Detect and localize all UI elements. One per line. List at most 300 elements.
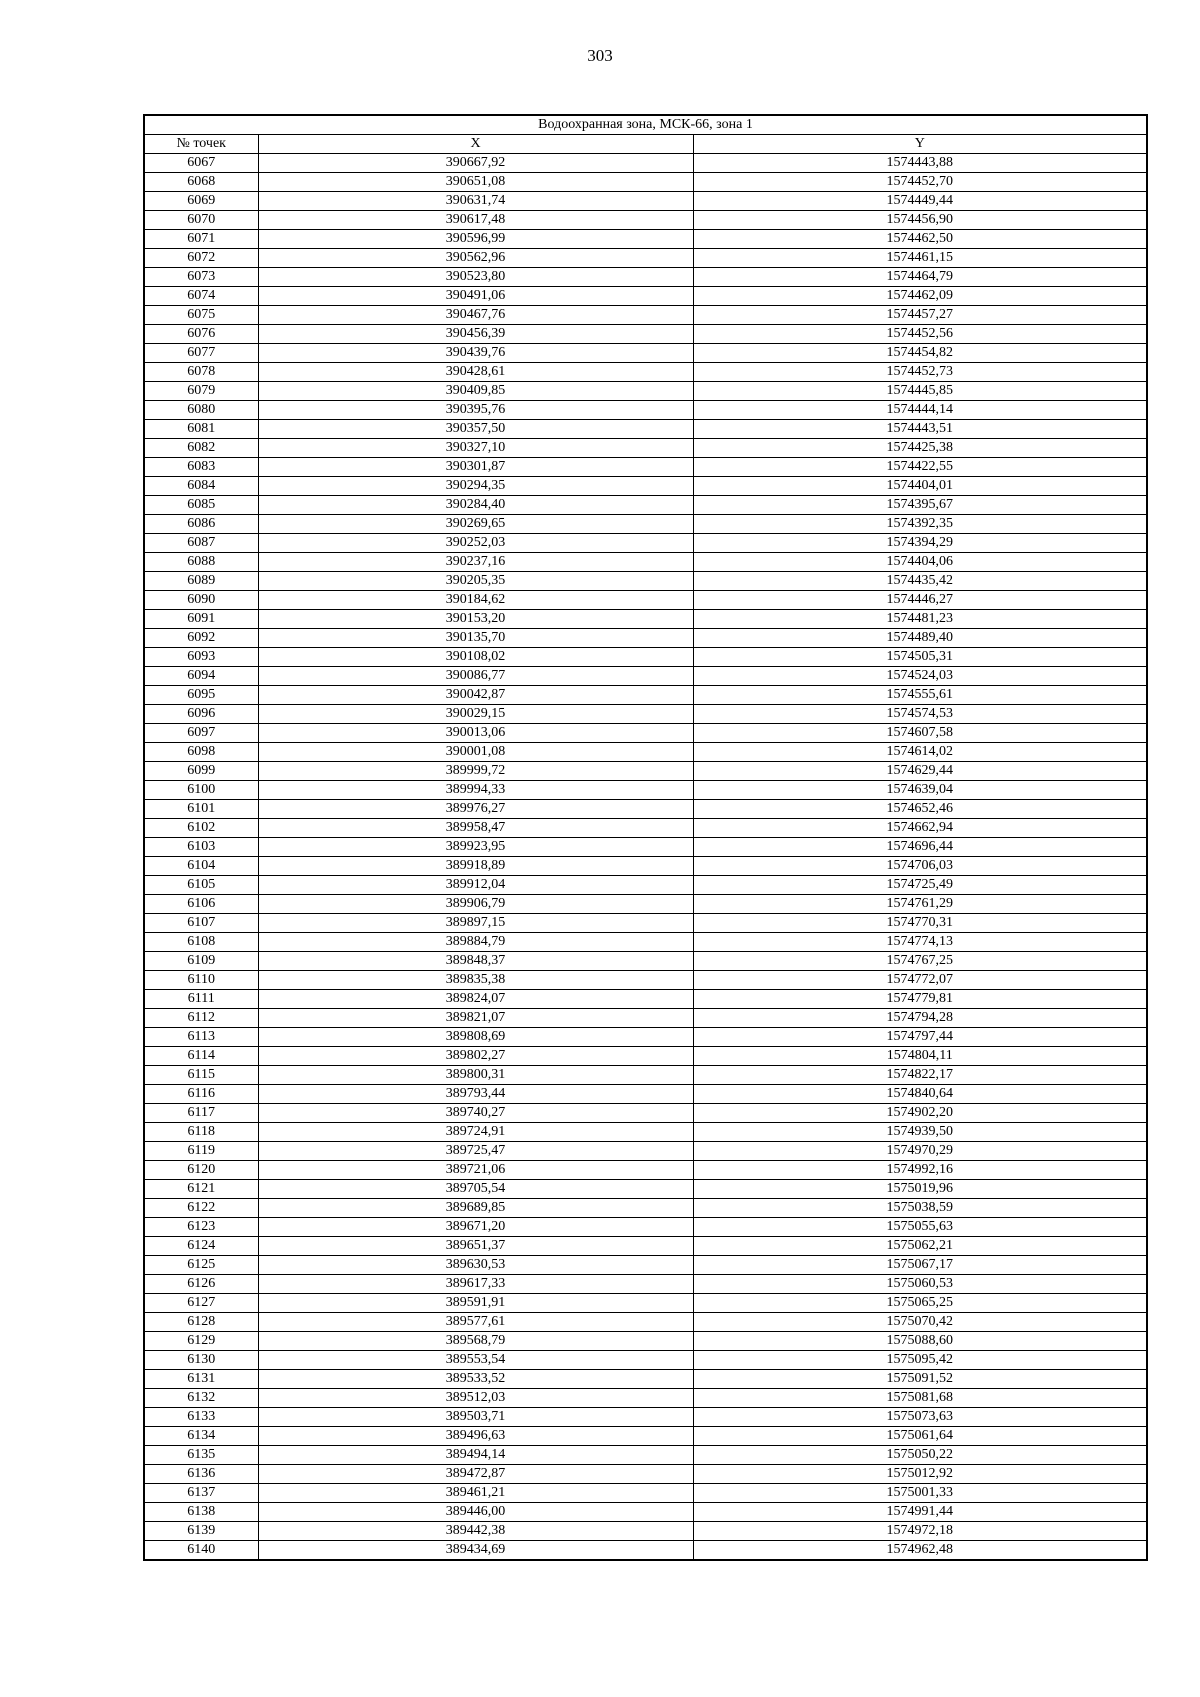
cell-x: 389512,03 bbox=[258, 1389, 693, 1408]
cell-y: 1574446,27 bbox=[693, 591, 1147, 610]
cell-point-number: 6122 bbox=[144, 1199, 258, 1218]
cell-y: 1574524,03 bbox=[693, 667, 1147, 686]
cell-point-number: 6073 bbox=[144, 268, 258, 287]
table-row bbox=[144, 971, 1147, 990]
cell-point-number: 6130 bbox=[144, 1351, 258, 1370]
page-number: 303 bbox=[587, 46, 613, 65]
cell-x: 389533,52 bbox=[258, 1370, 693, 1389]
cell-y: 1574972,18 bbox=[693, 1522, 1147, 1541]
cell-y: 1574607,58 bbox=[693, 724, 1147, 743]
cell-x: 390042,87 bbox=[258, 686, 693, 705]
cell-point-number: 6080 bbox=[144, 401, 258, 420]
coordinates-table bbox=[143, 114, 1148, 1561]
table-row bbox=[144, 895, 1147, 914]
cell-x: 390395,76 bbox=[258, 401, 693, 420]
table-row bbox=[144, 1275, 1147, 1294]
cell-x: 389472,87 bbox=[258, 1465, 693, 1484]
cell-y: 1574639,04 bbox=[693, 781, 1147, 800]
cell-x: 389671,20 bbox=[258, 1218, 693, 1237]
cell-y: 1574614,02 bbox=[693, 743, 1147, 762]
cell-point-number: 6087 bbox=[144, 534, 258, 553]
cell-y: 1574456,90 bbox=[693, 211, 1147, 230]
cell-y: 1574395,67 bbox=[693, 496, 1147, 515]
table-row bbox=[144, 230, 1147, 249]
table-row bbox=[144, 1408, 1147, 1427]
table-row bbox=[144, 1161, 1147, 1180]
cell-point-number: 6106 bbox=[144, 895, 258, 914]
table-row bbox=[144, 1199, 1147, 1218]
cell-y: 1574445,85 bbox=[693, 382, 1147, 401]
cell-y: 1574452,56 bbox=[693, 325, 1147, 344]
cell-point-number: 6113 bbox=[144, 1028, 258, 1047]
cell-y: 1575065,25 bbox=[693, 1294, 1147, 1313]
cell-x: 389994,33 bbox=[258, 781, 693, 800]
cell-y: 1575081,68 bbox=[693, 1389, 1147, 1408]
cell-point-number: 6071 bbox=[144, 230, 258, 249]
cell-point-number: 6115 bbox=[144, 1066, 258, 1085]
cell-x: 390252,03 bbox=[258, 534, 693, 553]
cell-y: 1574462,09 bbox=[693, 287, 1147, 306]
cell-point-number: 6088 bbox=[144, 553, 258, 572]
table-row bbox=[144, 496, 1147, 515]
cell-x: 389496,63 bbox=[258, 1427, 693, 1446]
cell-x: 389906,79 bbox=[258, 895, 693, 914]
cell-x: 389434,69 bbox=[258, 1541, 693, 1561]
table-row bbox=[144, 591, 1147, 610]
cell-point-number: 6129 bbox=[144, 1332, 258, 1351]
cell-y: 1575091,52 bbox=[693, 1370, 1147, 1389]
cell-point-number: 6103 bbox=[144, 838, 258, 857]
cell-x: 390086,77 bbox=[258, 667, 693, 686]
cell-x: 390651,08 bbox=[258, 173, 693, 192]
cell-y: 1574444,14 bbox=[693, 401, 1147, 420]
cell-point-number: 6093 bbox=[144, 648, 258, 667]
cell-x: 390301,87 bbox=[258, 458, 693, 477]
table-row bbox=[144, 1332, 1147, 1351]
cell-x: 390013,06 bbox=[258, 724, 693, 743]
cell-point-number: 6117 bbox=[144, 1104, 258, 1123]
table-row bbox=[144, 211, 1147, 230]
cell-x: 390184,62 bbox=[258, 591, 693, 610]
cell-point-number: 6120 bbox=[144, 1161, 258, 1180]
cell-y: 1574822,17 bbox=[693, 1066, 1147, 1085]
cell-point-number: 6092 bbox=[144, 629, 258, 648]
cell-x: 389705,54 bbox=[258, 1180, 693, 1199]
cell-y: 1574774,13 bbox=[693, 933, 1147, 952]
cell-point-number: 6086 bbox=[144, 515, 258, 534]
cell-x: 389999,72 bbox=[258, 762, 693, 781]
cell-point-number: 6110 bbox=[144, 971, 258, 990]
cell-point-number: 6083 bbox=[144, 458, 258, 477]
cell-x: 389494,14 bbox=[258, 1446, 693, 1465]
cell-y: 1574770,31 bbox=[693, 914, 1147, 933]
cell-y: 1574452,73 bbox=[693, 363, 1147, 382]
table-row bbox=[144, 1313, 1147, 1332]
cell-x: 389721,06 bbox=[258, 1161, 693, 1180]
cell-x: 389802,27 bbox=[258, 1047, 693, 1066]
cell-y: 1574662,94 bbox=[693, 819, 1147, 838]
cell-point-number: 6128 bbox=[144, 1313, 258, 1332]
table-row bbox=[144, 724, 1147, 743]
cell-x: 389821,07 bbox=[258, 1009, 693, 1028]
table-header-row bbox=[144, 135, 1147, 154]
cell-point-number: 6104 bbox=[144, 857, 258, 876]
cell-x: 389835,38 bbox=[258, 971, 693, 990]
table-row bbox=[144, 401, 1147, 420]
cell-x: 389442,38 bbox=[258, 1522, 693, 1541]
cell-point-number: 6091 bbox=[144, 610, 258, 629]
cell-x: 389617,33 bbox=[258, 1275, 693, 1294]
table-row bbox=[144, 1256, 1147, 1275]
cell-point-number: 6105 bbox=[144, 876, 258, 895]
cell-point-number: 6079 bbox=[144, 382, 258, 401]
table-row bbox=[144, 173, 1147, 192]
cell-x: 390269,65 bbox=[258, 515, 693, 534]
cell-x: 389912,04 bbox=[258, 876, 693, 895]
table-row bbox=[144, 1104, 1147, 1123]
table-row bbox=[144, 610, 1147, 629]
cell-point-number: 6123 bbox=[144, 1218, 258, 1237]
cell-y: 1574840,64 bbox=[693, 1085, 1147, 1104]
table-body bbox=[144, 154, 1147, 1561]
cell-y: 1574794,28 bbox=[693, 1009, 1147, 1028]
cell-y: 1574443,88 bbox=[693, 154, 1147, 173]
table-row bbox=[144, 743, 1147, 762]
table-row bbox=[144, 1218, 1147, 1237]
cell-y: 1574443,51 bbox=[693, 420, 1147, 439]
table-row bbox=[144, 1465, 1147, 1484]
cell-point-number: 6132 bbox=[144, 1389, 258, 1408]
cell-x: 390596,99 bbox=[258, 230, 693, 249]
cell-y: 1574772,07 bbox=[693, 971, 1147, 990]
table-row bbox=[144, 306, 1147, 325]
cell-x: 389958,47 bbox=[258, 819, 693, 838]
cell-point-number: 6076 bbox=[144, 325, 258, 344]
cell-x: 389923,95 bbox=[258, 838, 693, 857]
cell-y: 1574767,25 bbox=[693, 952, 1147, 971]
cell-x: 390409,85 bbox=[258, 382, 693, 401]
table-row bbox=[144, 420, 1147, 439]
table-row bbox=[144, 914, 1147, 933]
cell-x: 390562,96 bbox=[258, 249, 693, 268]
table-row bbox=[144, 1541, 1147, 1561]
cell-y: 1574404,01 bbox=[693, 477, 1147, 496]
table-row bbox=[144, 762, 1147, 781]
cell-y: 1575038,59 bbox=[693, 1199, 1147, 1218]
cell-point-number: 6109 bbox=[144, 952, 258, 971]
table-row bbox=[144, 800, 1147, 819]
cell-x: 390456,39 bbox=[258, 325, 693, 344]
cell-y: 1574462,50 bbox=[693, 230, 1147, 249]
table-row bbox=[144, 705, 1147, 724]
cell-x: 389800,31 bbox=[258, 1066, 693, 1085]
cell-x: 390491,06 bbox=[258, 287, 693, 306]
cell-x: 390467,76 bbox=[258, 306, 693, 325]
cell-x: 389724,91 bbox=[258, 1123, 693, 1142]
cell-y: 1575073,63 bbox=[693, 1408, 1147, 1427]
cell-y: 1574464,79 bbox=[693, 268, 1147, 287]
cell-point-number: 6068 bbox=[144, 173, 258, 192]
cell-x: 389568,79 bbox=[258, 1332, 693, 1351]
cell-x: 390428,61 bbox=[258, 363, 693, 382]
cell-y: 1574489,40 bbox=[693, 629, 1147, 648]
table-row bbox=[144, 154, 1147, 173]
cell-point-number: 6075 bbox=[144, 306, 258, 325]
cell-y: 1575061,64 bbox=[693, 1427, 1147, 1446]
cell-point-number: 6139 bbox=[144, 1522, 258, 1541]
cell-point-number: 6126 bbox=[144, 1275, 258, 1294]
table-row bbox=[144, 629, 1147, 648]
table-row bbox=[144, 990, 1147, 1009]
table-row bbox=[144, 1522, 1147, 1541]
cell-x: 389824,07 bbox=[258, 990, 693, 1009]
cell-y: 1574449,44 bbox=[693, 192, 1147, 211]
cell-point-number: 6067 bbox=[144, 154, 258, 173]
cell-point-number: 6102 bbox=[144, 819, 258, 838]
table-row bbox=[144, 648, 1147, 667]
table-row bbox=[144, 1484, 1147, 1503]
cell-x: 389976,27 bbox=[258, 800, 693, 819]
cell-point-number: 6121 bbox=[144, 1180, 258, 1199]
cell-point-number: 6090 bbox=[144, 591, 258, 610]
cell-y: 1574652,46 bbox=[693, 800, 1147, 819]
table-row bbox=[144, 1028, 1147, 1047]
cell-x: 390523,80 bbox=[258, 268, 693, 287]
cell-x: 389630,53 bbox=[258, 1256, 693, 1275]
cell-x: 389577,61 bbox=[258, 1313, 693, 1332]
table-row bbox=[144, 686, 1147, 705]
cell-x: 390237,16 bbox=[258, 553, 693, 572]
table-row bbox=[144, 458, 1147, 477]
cell-point-number: 6138 bbox=[144, 1503, 258, 1522]
cell-y: 1575062,21 bbox=[693, 1237, 1147, 1256]
cell-point-number: 6108 bbox=[144, 933, 258, 952]
cell-x: 389461,21 bbox=[258, 1484, 693, 1503]
cell-x: 389689,85 bbox=[258, 1199, 693, 1218]
cell-y: 1574435,42 bbox=[693, 572, 1147, 591]
table-row bbox=[144, 344, 1147, 363]
cell-point-number: 6078 bbox=[144, 363, 258, 382]
table-row bbox=[144, 1294, 1147, 1313]
cell-y: 1575001,33 bbox=[693, 1484, 1147, 1503]
cell-point-number: 6096 bbox=[144, 705, 258, 724]
cell-point-number: 6074 bbox=[144, 287, 258, 306]
table-row bbox=[144, 1237, 1147, 1256]
table-row bbox=[144, 1446, 1147, 1465]
cell-point-number: 6099 bbox=[144, 762, 258, 781]
cell-point-number: 6124 bbox=[144, 1237, 258, 1256]
cell-point-number: 6084 bbox=[144, 477, 258, 496]
table-row bbox=[144, 952, 1147, 971]
column-header-point-number: № точек bbox=[144, 135, 258, 154]
cell-point-number: 6111 bbox=[144, 990, 258, 1009]
table-row bbox=[144, 1389, 1147, 1408]
column-header-y: Y bbox=[693, 135, 1147, 154]
cell-y: 1575019,96 bbox=[693, 1180, 1147, 1199]
cell-point-number: 6081 bbox=[144, 420, 258, 439]
cell-y: 1574761,29 bbox=[693, 895, 1147, 914]
cell-point-number: 6134 bbox=[144, 1427, 258, 1446]
cell-y: 1574505,31 bbox=[693, 648, 1147, 667]
table-row bbox=[144, 1503, 1147, 1522]
table-row bbox=[144, 857, 1147, 876]
table-row bbox=[144, 1142, 1147, 1161]
cell-y: 1574392,35 bbox=[693, 515, 1147, 534]
cell-x: 390205,35 bbox=[258, 572, 693, 591]
cell-y: 1574991,44 bbox=[693, 1503, 1147, 1522]
cell-x: 389897,15 bbox=[258, 914, 693, 933]
cell-point-number: 6070 bbox=[144, 211, 258, 230]
cell-point-number: 6135 bbox=[144, 1446, 258, 1465]
cell-y: 1574992,16 bbox=[693, 1161, 1147, 1180]
table-row bbox=[144, 876, 1147, 895]
table-row bbox=[144, 1047, 1147, 1066]
cell-x: 390439,76 bbox=[258, 344, 693, 363]
table-row bbox=[144, 781, 1147, 800]
cell-y: 1575012,92 bbox=[693, 1465, 1147, 1484]
cell-point-number: 6100 bbox=[144, 781, 258, 800]
table-row bbox=[144, 1123, 1147, 1142]
cell-point-number: 6098 bbox=[144, 743, 258, 762]
cell-y: 1574970,29 bbox=[693, 1142, 1147, 1161]
cell-point-number: 6089 bbox=[144, 572, 258, 591]
table-row bbox=[144, 287, 1147, 306]
cell-y: 1574939,50 bbox=[693, 1123, 1147, 1142]
cell-y: 1574574,53 bbox=[693, 705, 1147, 724]
cell-point-number: 6114 bbox=[144, 1047, 258, 1066]
cell-x: 390001,08 bbox=[258, 743, 693, 762]
cell-x: 390153,20 bbox=[258, 610, 693, 629]
cell-point-number: 6085 bbox=[144, 496, 258, 515]
cell-x: 389918,89 bbox=[258, 857, 693, 876]
cell-point-number: 6072 bbox=[144, 249, 258, 268]
cell-point-number: 6127 bbox=[144, 1294, 258, 1313]
cell-x: 390617,48 bbox=[258, 211, 693, 230]
cell-x: 389553,54 bbox=[258, 1351, 693, 1370]
cell-y: 1574962,48 bbox=[693, 1541, 1147, 1561]
table-row bbox=[144, 249, 1147, 268]
cell-point-number: 6107 bbox=[144, 914, 258, 933]
table-row bbox=[144, 534, 1147, 553]
cell-y: 1574454,82 bbox=[693, 344, 1147, 363]
cell-x: 389503,71 bbox=[258, 1408, 693, 1427]
cell-point-number: 6097 bbox=[144, 724, 258, 743]
cell-point-number: 6133 bbox=[144, 1408, 258, 1427]
cell-x: 390667,92 bbox=[258, 154, 693, 173]
cell-y: 1574422,55 bbox=[693, 458, 1147, 477]
cell-y: 1575067,17 bbox=[693, 1256, 1147, 1275]
cell-x: 390135,70 bbox=[258, 629, 693, 648]
cell-y: 1574902,20 bbox=[693, 1104, 1147, 1123]
cell-y: 1574394,29 bbox=[693, 534, 1147, 553]
cell-point-number: 6137 bbox=[144, 1484, 258, 1503]
table-caption-row bbox=[144, 115, 1147, 135]
cell-point-number: 6094 bbox=[144, 667, 258, 686]
cell-y: 1574779,81 bbox=[693, 990, 1147, 1009]
table-row bbox=[144, 325, 1147, 344]
cell-point-number: 6140 bbox=[144, 1541, 258, 1561]
cell-y: 1575050,22 bbox=[693, 1446, 1147, 1465]
cell-x: 389884,79 bbox=[258, 933, 693, 952]
cell-y: 1574555,61 bbox=[693, 686, 1147, 705]
cell-y: 1574725,49 bbox=[693, 876, 1147, 895]
cell-y: 1574696,44 bbox=[693, 838, 1147, 857]
cell-point-number: 6112 bbox=[144, 1009, 258, 1028]
cell-y: 1575055,63 bbox=[693, 1218, 1147, 1237]
table-row bbox=[144, 572, 1147, 591]
cell-y: 1575088,60 bbox=[693, 1332, 1147, 1351]
cell-point-number: 6125 bbox=[144, 1256, 258, 1275]
cell-point-number: 6136 bbox=[144, 1465, 258, 1484]
table-row bbox=[144, 363, 1147, 382]
cell-x: 389808,69 bbox=[258, 1028, 693, 1047]
cell-x: 389725,47 bbox=[258, 1142, 693, 1161]
cell-x: 389446,00 bbox=[258, 1503, 693, 1522]
cell-point-number: 6116 bbox=[144, 1085, 258, 1104]
table-row bbox=[144, 838, 1147, 857]
cell-point-number: 6101 bbox=[144, 800, 258, 819]
table-row bbox=[144, 1427, 1147, 1446]
cell-y: 1574425,38 bbox=[693, 439, 1147, 458]
cell-y: 1575070,42 bbox=[693, 1313, 1147, 1332]
cell-y: 1574804,11 bbox=[693, 1047, 1147, 1066]
table-row bbox=[144, 192, 1147, 211]
table-row bbox=[144, 1009, 1147, 1028]
cell-y: 1574452,70 bbox=[693, 173, 1147, 192]
table-row bbox=[144, 1085, 1147, 1104]
cell-y: 1574404,06 bbox=[693, 553, 1147, 572]
cell-y: 1574457,27 bbox=[693, 306, 1147, 325]
cell-x: 390631,74 bbox=[258, 192, 693, 211]
cell-y: 1574797,44 bbox=[693, 1028, 1147, 1047]
cell-y: 1575095,42 bbox=[693, 1351, 1147, 1370]
table-row bbox=[144, 439, 1147, 458]
cell-x: 390029,15 bbox=[258, 705, 693, 724]
cell-y: 1574706,03 bbox=[693, 857, 1147, 876]
table-row bbox=[144, 515, 1147, 534]
table-row bbox=[144, 1370, 1147, 1389]
table-caption: Водоохранная зона, МСК-66, зона 1 bbox=[144, 115, 1147, 135]
column-header-x: X bbox=[258, 135, 693, 154]
table-row bbox=[144, 477, 1147, 496]
cell-y: 1574481,23 bbox=[693, 610, 1147, 629]
cell-y: 1575060,53 bbox=[693, 1275, 1147, 1294]
table-row bbox=[144, 819, 1147, 838]
cell-x: 390108,02 bbox=[258, 648, 693, 667]
cell-y: 1574461,15 bbox=[693, 249, 1147, 268]
cell-x: 389591,91 bbox=[258, 1294, 693, 1313]
cell-x: 389848,37 bbox=[258, 952, 693, 971]
cell-x: 390327,10 bbox=[258, 439, 693, 458]
table-row bbox=[144, 933, 1147, 952]
table-row bbox=[144, 1066, 1147, 1085]
cell-point-number: 6069 bbox=[144, 192, 258, 211]
cell-point-number: 6119 bbox=[144, 1142, 258, 1161]
cell-x: 390357,50 bbox=[258, 420, 693, 439]
table-row bbox=[144, 667, 1147, 686]
table-row bbox=[144, 1180, 1147, 1199]
cell-point-number: 6118 bbox=[144, 1123, 258, 1142]
cell-point-number: 6082 bbox=[144, 439, 258, 458]
cell-point-number: 6077 bbox=[144, 344, 258, 363]
cell-x: 389793,44 bbox=[258, 1085, 693, 1104]
table-row bbox=[144, 553, 1147, 572]
cell-y: 1574629,44 bbox=[693, 762, 1147, 781]
cell-x: 389651,37 bbox=[258, 1237, 693, 1256]
cell-x: 390294,35 bbox=[258, 477, 693, 496]
table-row bbox=[144, 1351, 1147, 1370]
table-row bbox=[144, 268, 1147, 287]
